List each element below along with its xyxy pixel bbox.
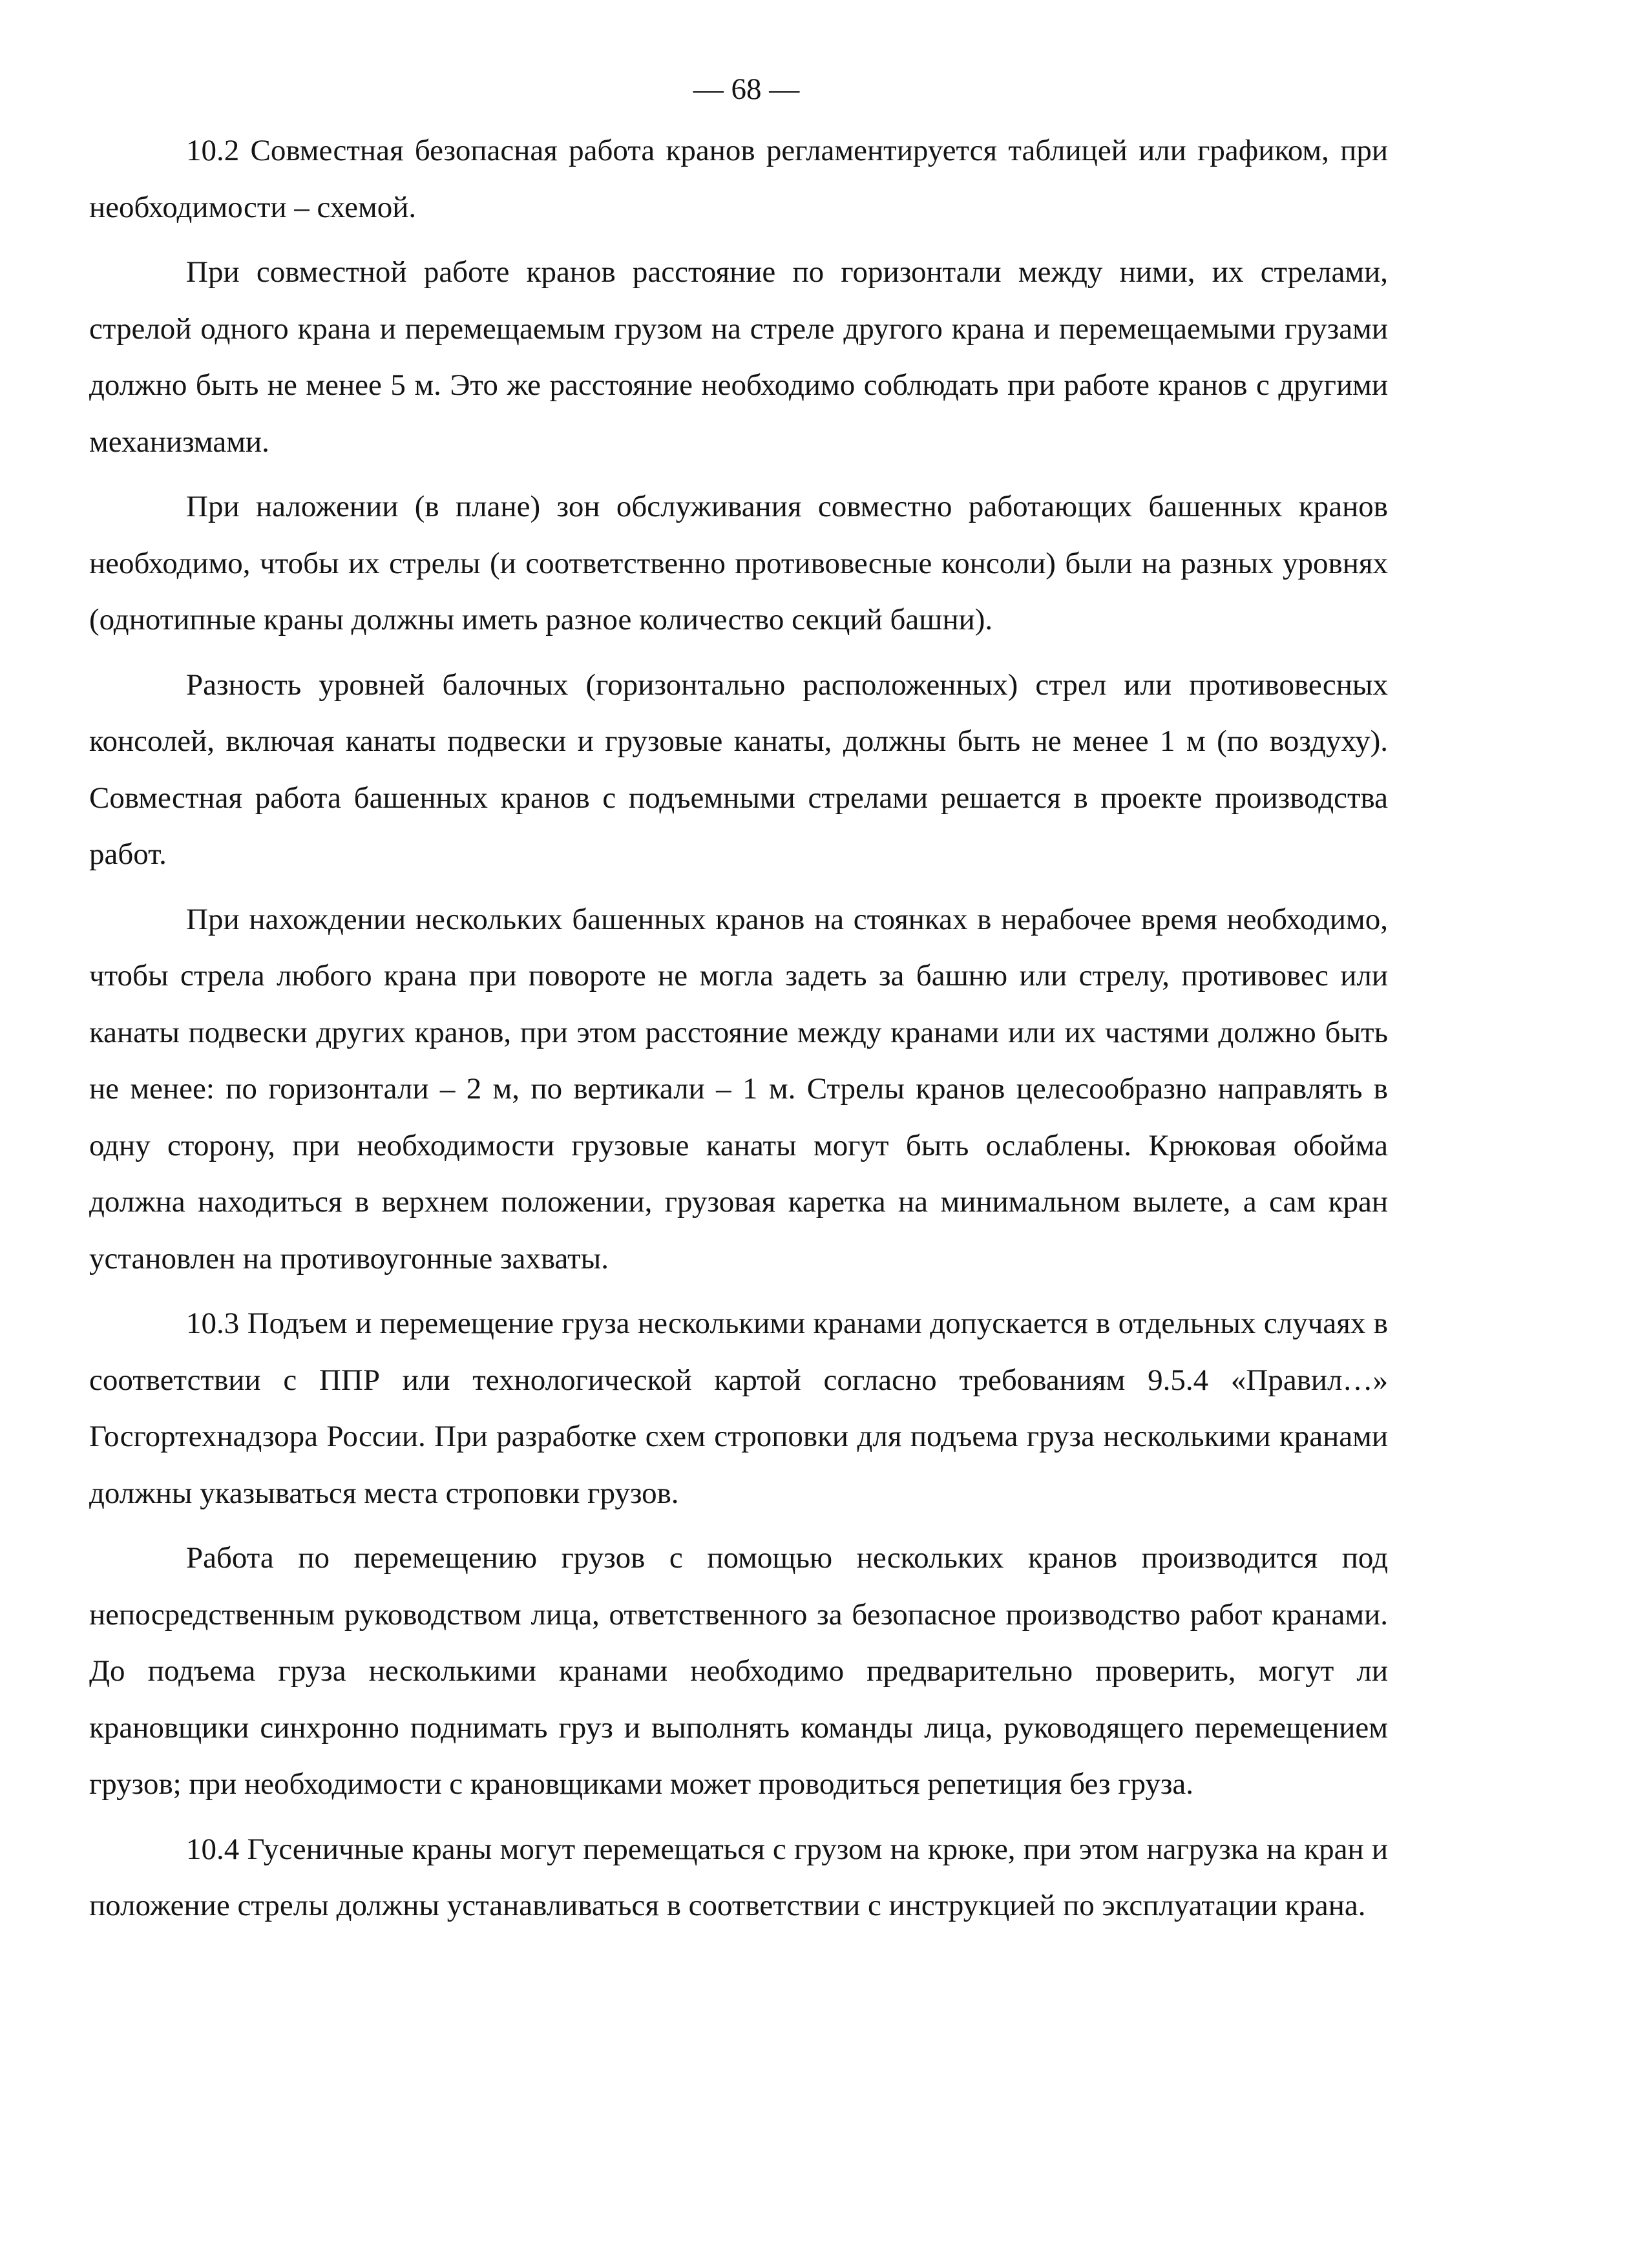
paragraph-10-4: 10.4 Гусеничные краны могут перемещаться с грузом на крюке, при этом нагрузка на кран и положение стрелы должны устанавливаться в соответствии с инструкцией по эксплуатации крана. <box>89 1832 1388 1922</box>
paragraph-10-2: 10.2 Совместная безопасная работа кранов регламентируется таблицей или графиком, при необходимости – схемой. <box>89 134 1388 224</box>
paragraph-level-difference: Разность уровней балочных (горизонтально расположенных) стрел или противовесных консолей, включая канаты подвески и грузовые канаты, должны быть не менее 1 м (по воздуху). Совместная работа башенных кранов с подъемными стрелами решается в проекте производства работ. <box>89 667 1388 871</box>
paragraph-10-3: 10.3 Подъем и перемещение груза несколькими кранами допускается в отдельных случаях в соответствии с ППР или технологической картой согласно требованиям 9.5.4 «Правил…» Госгортехнадзора России. При разработке схем строповки для подъема груза несколькими кранами должны указываться места строповки грузов. <box>89 1307 1388 1510</box>
paragraph-multi-crane-work: Работа по перемещению грузов с помощью нескольких кранов производится под непосредственным руководством лица, ответственного за безопасное производство работ кранами. До подъема груза несколькими кранами необходимо предварительно проверить, могут ли крановщики синхронно поднимать груз и выполнять команды лица, руководящего перемещением грузов; при необходимости с крановщиками может проводиться репетиция без груза. <box>89 1541 1388 1801</box>
paragraph-parked-cranes: При нахождении нескольких башенных кранов на стоянках в нерабочее время необходимо, чтобы стрела любого крана при повороте не могла задеть за башню или стрелу, противовес или канаты подвески других кранов, при этом расстояние между кранами или их частями должно быть не менее: по горизонтали – 2 м, по вертикали – 1 м. Стрелы кранов целесообразно направлять в одну сторону, при необходимости грузовые канаты могут быть ослаблены. Крюковая обойма должна находиться в верхнем положении, грузовая каретка на минимальном вылете, а сам кран установлен на противоугонные захваты. <box>89 902 1388 1276</box>
page-number: — 68 — <box>693 72 800 106</box>
paragraph-crane-distance: При совместной работе кранов расстояние по горизонтали между ними, их стрелами, стрелой одного крана и перемещаемым грузом на стреле другого крана и перемещаемыми грузами должно быть не менее 5 м. Это же расстояние необходимо соблюдать при работе кранов с другими механизмами. <box>89 255 1388 459</box>
document-body <box>89 123 1388 1943</box>
paragraph-overlapping-zones: При наложении (в плане) зон обслуживания совместно работающих башенных кранов необходимо, чтобы их стрелы (и соответственно противовесные консоли) были на разных уровнях (однотипные краны должны иметь разное количество секций башни). <box>89 490 1388 636</box>
